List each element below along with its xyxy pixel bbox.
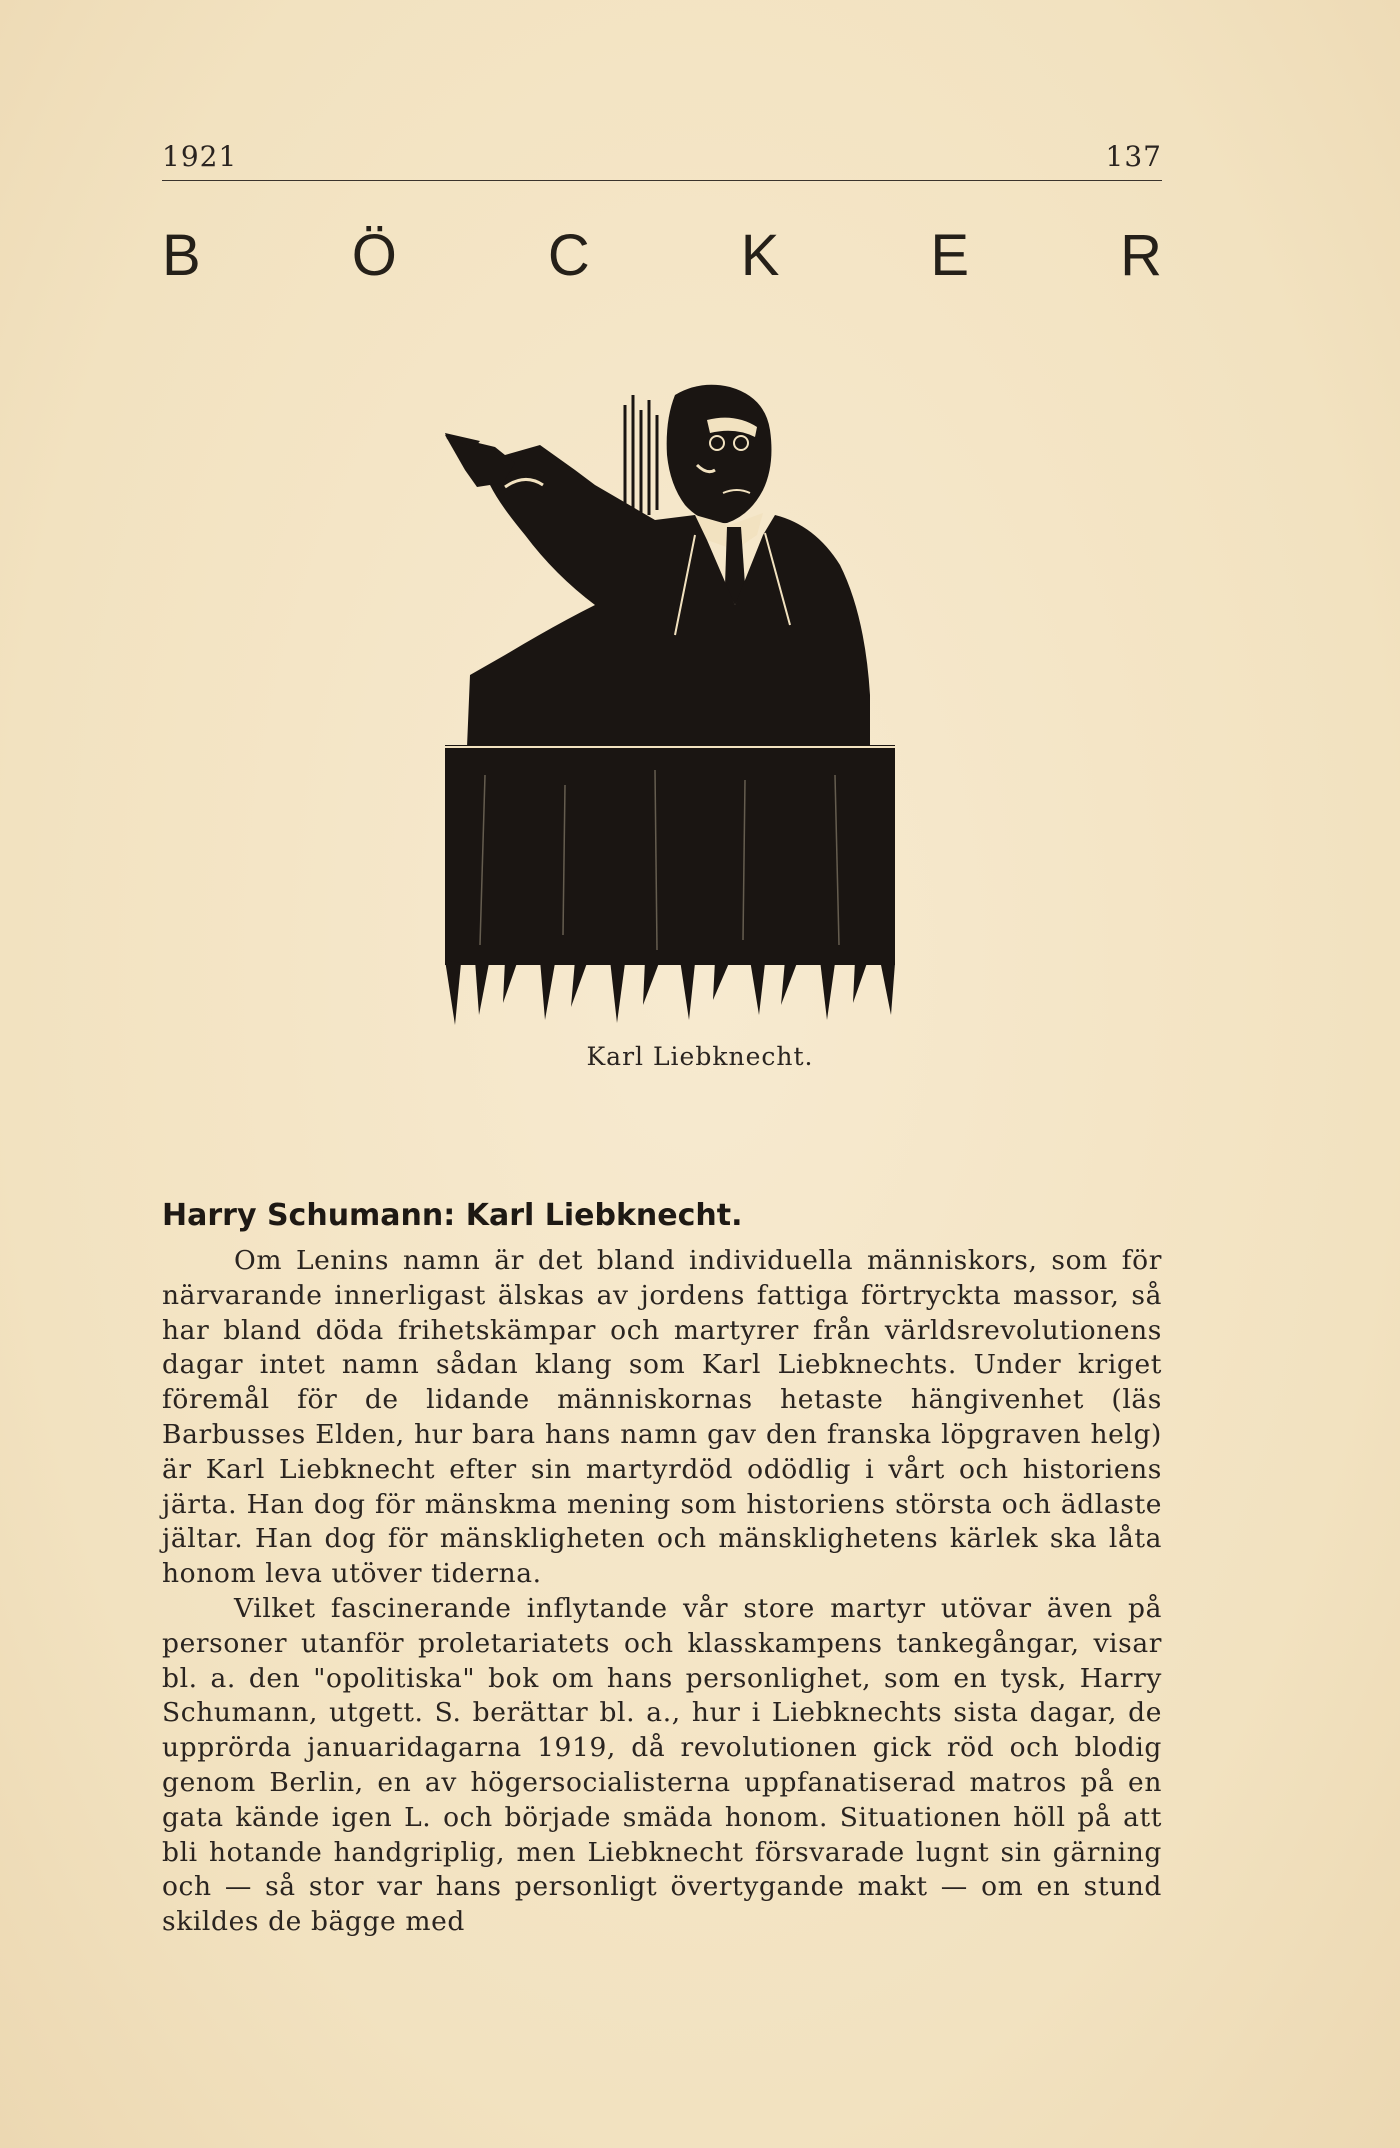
paragraph: Om Lenins namn är det bland individuella människors, som för närvarande innerligast älskas av jordens fattiga förtryckta massor, så har bland döda frihetskämpar och martyrer från världsrevolutionens dagar intet namn sådan klang som Karl Liebknechts. Under kriget föremål för de lidande människornas hetaste hängivenhet (läs Barbusses Elden, hur bara hans namn gav den franska löpgraven helg) är Karl Liebknecht efter sin martyrdöd odödlig i vårt och historiens järta. Han dog för mänskma mening som historiens största och ädlaste jältar. Han dog för mänskligheten och mänsklighetens kärlek ska låta honom leva utöver tiderna. bbox=[162, 1245, 1162, 1590]
section-title-letter: K bbox=[740, 223, 780, 288]
paragraph: Vilket fascinerande inflytande vår store martyr utövar även på personer utanför proletariatets och klasskampens tankegångar, visar bl. a. den "opolitiska" bok om hans personlighet, som en tysk, Harry Schumann, utgett. S. berättar bl. a., hur i Liebknechts sista dagar, de upprörda januaridagarna 1919, då revolutionen gick röd och blodig genom Berlin, en av högersocialisterna uppfanatiserad matros på en gata kände igen L. och började smäda honom. Situationen höll på att bli hotande handgriplig, men Liebknecht försvarade lugnt sin gärning och — så stor var hans personligt övertygande makt — om en stund skildes de bägge med bbox=[162, 1592, 1162, 1938]
speaker-silhouette-icon bbox=[445, 375, 895, 1025]
review-heading: Harry Schumann: Karl Liebknecht. bbox=[162, 1198, 743, 1233]
section-title-letter: E bbox=[930, 223, 970, 288]
section-title-letter: R bbox=[1120, 223, 1162, 288]
running-head bbox=[162, 140, 1162, 181]
page-number: 137 bbox=[1105, 140, 1162, 173]
section-title-letter: C bbox=[547, 223, 590, 288]
illustration-caption: Karl Liebknecht. bbox=[586, 1042, 814, 1071]
section-title-letter: B bbox=[162, 223, 201, 288]
section-title bbox=[162, 222, 1162, 292]
section-title-letter: Ö bbox=[351, 223, 397, 288]
liebknecht-woodcut-illustration bbox=[445, 375, 895, 1025]
year-label: 1921 bbox=[162, 140, 238, 173]
review-body bbox=[162, 1244, 1162, 1940]
